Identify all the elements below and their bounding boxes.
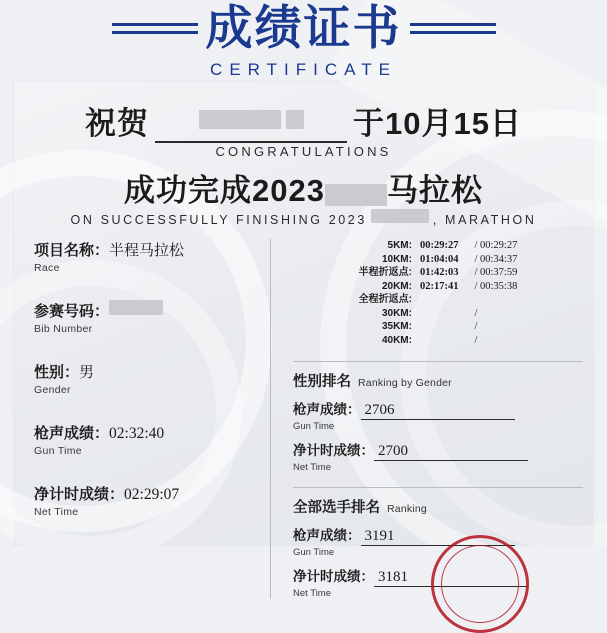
gender-ranking-heading-en: Ranking by Gender [358, 377, 452, 389]
field-gender [34, 361, 262, 396]
split-point: 30KM: [381, 307, 412, 319]
bib-label: 参赛号码： [34, 303, 110, 320]
overall-ranking-gun-row [293, 524, 583, 558]
table-row [355, 293, 522, 307]
gender-ranking-heading-cn: 性别排名 [293, 374, 351, 390]
split-gap: / 00:34:37 [474, 253, 518, 265]
overall-gun-value: 3191 [361, 528, 515, 546]
gender-ranking-block [293, 361, 583, 473]
page-subtitle: CERTIFICATE [210, 60, 397, 79]
split-times-table [293, 239, 583, 347]
split-gap: / [474, 321, 478, 332]
finish-text-post: 马拉松 [386, 173, 483, 208]
field-race [34, 239, 262, 274]
split-time: 00:29:27 [419, 240, 459, 251]
gender-gun-value: 2706 [361, 402, 515, 420]
split-time [416, 334, 463, 348]
gender-gun-label: 枪声成绩： [293, 402, 361, 417]
overall-ranking-heading [293, 496, 583, 517]
split-point: 10KM: [381, 253, 412, 265]
finish-date: 于10月15日 [353, 106, 522, 141]
split-gap: / 00:29:27 [474, 240, 518, 251]
title-row [0, 2, 607, 56]
split-gap: / 00:37:59 [474, 267, 518, 278]
table-row [355, 266, 522, 280]
gender-net-label-en: Net Time [293, 462, 332, 473]
overall-ranking-heading-cn: 全部选手排名 [293, 500, 380, 516]
gender-gun-label-en: Gun Time [293, 421, 335, 432]
gender-net-value: 2700 [374, 443, 528, 461]
gun-time-value: 02:32:40 [109, 425, 165, 442]
gender-label: 性别： [34, 364, 80, 381]
congrats-english: CONGRATULATIONS [215, 144, 392, 159]
gun-time-label: 枪声成绩： [34, 425, 110, 442]
gender-ranking-heading [293, 370, 583, 391]
field-bib [34, 300, 262, 335]
finish-line-en [0, 213, 607, 227]
split-point: 35KM: [381, 321, 412, 332]
gender-net-label: 净计时成绩： [293, 443, 374, 458]
overall-net-label-en: Net Time [293, 588, 332, 599]
gender-ranking-net-row [293, 439, 583, 473]
split-point: 40KM: [381, 334, 412, 346]
gender-ranking-gun-row [293, 398, 583, 432]
redacted-bib-block [109, 300, 163, 315]
finish-line-cn [0, 165, 607, 210]
finish-en-pre: ON SUCCESSFULLY FINISHING 2023 [70, 213, 367, 227]
redacted-event-block [371, 209, 429, 223]
split-point: 全程折返点: [358, 294, 412, 305]
congrats-line [0, 98, 607, 143]
race-label-en: Race [34, 262, 60, 274]
redacted-name-block [199, 110, 281, 129]
bib-label-en: Bib Number [34, 323, 93, 335]
split-time: 01:42:03 [419, 267, 459, 278]
split-time [416, 320, 463, 334]
net-time-label: 净计时成绩： [34, 486, 125, 503]
table-row [355, 253, 522, 267]
overall-net-value: 3181 [374, 569, 528, 587]
finish-en-post: , MARATHON [432, 213, 537, 227]
table-row [355, 334, 522, 348]
net-time-label-en: Net Time [34, 506, 79, 518]
details-column [34, 239, 262, 599]
certificate-body [0, 227, 607, 599]
table-row [355, 239, 522, 253]
table-row [355, 320, 522, 334]
splits-and-ranking-column [270, 239, 583, 599]
redacted-name-block [286, 110, 304, 129]
participant-name-field [155, 105, 347, 143]
overall-ranking-heading-en: Ranking [387, 503, 427, 515]
race-value: 半程马拉松 [109, 243, 185, 259]
official-seal-icon [431, 535, 529, 633]
split-time [416, 307, 463, 321]
overall-net-label: 净计时成绩： [293, 569, 374, 584]
split-point: 半程折返点: [358, 267, 412, 278]
gun-time-label-en: Gun Time [34, 445, 82, 457]
overall-gun-label-en: Gun Time [293, 547, 335, 558]
page-title: 成绩证书 [205, 1, 402, 56]
overall-gun-label: 枪声成绩： [293, 528, 361, 543]
field-gun-time [34, 422, 262, 457]
split-time: 01:04:04 [419, 253, 459, 265]
gender-value: 男 [79, 365, 95, 381]
split-point: 5KM: [387, 240, 412, 251]
table-row [355, 307, 522, 321]
congrats-word: 祝贺 [85, 106, 150, 141]
split-gap: / [474, 334, 478, 346]
certificate-header [0, 0, 607, 80]
finish-text-pre: 成功完成2023 [124, 173, 325, 208]
field-net-time [34, 483, 262, 518]
split-gap: / 00:35:38 [474, 280, 518, 292]
split-time [416, 293, 463, 307]
net-time-value: 02:29:07 [124, 486, 180, 503]
congratulations-block [0, 98, 607, 227]
race-label: 项目名称： [34, 242, 110, 259]
table-row [355, 280, 522, 294]
split-time: 02:17:41 [419, 280, 459, 292]
split-gap [462, 293, 521, 307]
split-gap: / [474, 307, 478, 319]
split-point: 20KM: [381, 280, 412, 292]
gender-label-en: Gender [34, 384, 71, 396]
redacted-event-block [325, 184, 387, 206]
